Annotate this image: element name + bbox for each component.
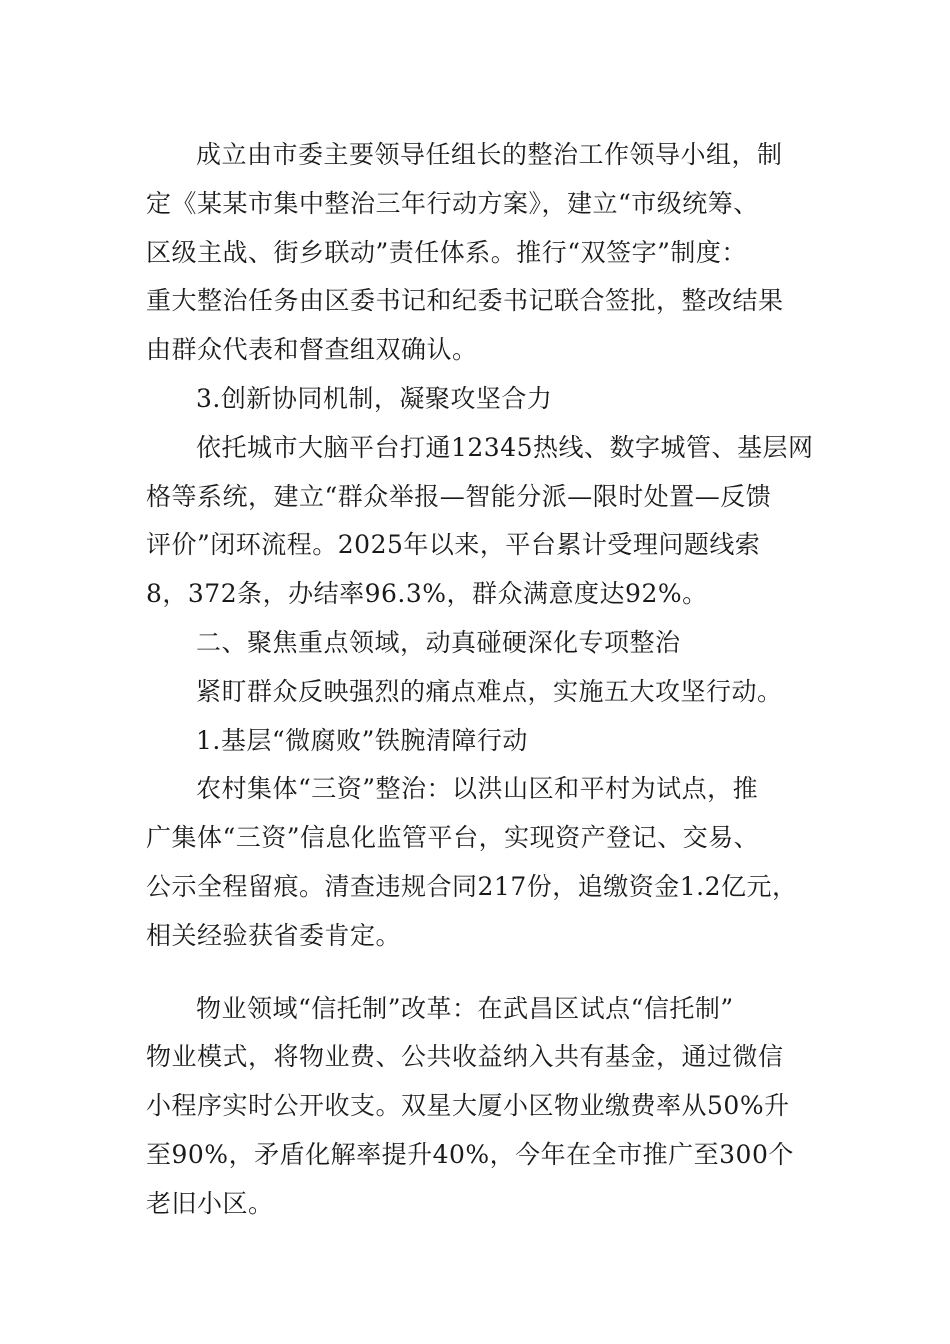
heading-line: 二、聚焦重点领域，动真碰硬深化专项整治	[196, 627, 681, 657]
document-page	[146, 131, 814, 1229]
text-line: 公示全程留痕。清查违规合同217份，追缴资金1.2亿元，	[146, 871, 798, 901]
heading-line: 1.基层“微腐败”铁腕清障行动	[196, 725, 528, 755]
text-line: 8，372条，办结率96.3%，群众满意度达92%。	[146, 579, 708, 609]
text-line: 区级主战、街乡联动”责任体系。推行“双签字”制度：	[146, 237, 747, 267]
text-line: 至90%，矛盾化解率提升40%，今年在全市推广至300个	[146, 1139, 794, 1169]
text-line: 相关经验获省委肯定。	[146, 920, 402, 950]
text-line: 农村集体“三资”整治：以洪山区和平村为试点，推	[196, 774, 759, 804]
paragraph-rural-assets	[146, 765, 810, 960]
subheading-micro-corruption	[146, 717, 810, 766]
paragraph-leadership-group	[146, 131, 810, 375]
text-line: 格等系统，建立“群众举报—智能分派—限时处置—反馈	[146, 481, 772, 511]
paragraph-gap	[146, 961, 810, 985]
text-line: 小程序实时公开收支。双星大厦小区物业缴费率从50%升	[146, 1091, 790, 1121]
section-heading-key-areas	[146, 619, 810, 668]
paragraph-city-brain-platform	[146, 424, 814, 619]
text-line: 评价”闭环流程。2025年以来，平台累计受理问题线索	[146, 530, 761, 560]
paragraph-five-actions	[146, 668, 810, 717]
subheading-coordination-mechanism	[146, 375, 810, 424]
text-line: 广集体“三资”信息化监管平台，实现资产登记、交易、	[146, 823, 760, 853]
text-line: 物业领域“信托制”改革：在武昌区试点“信托制”	[196, 993, 734, 1023]
paragraph-property-trust	[146, 985, 810, 1229]
text-line: 老旧小区。	[146, 1188, 274, 1218]
text-line: 成立由市委主要领导任组长的整治工作领导小组，制	[196, 140, 783, 169]
text-line: 依托城市大脑平台打通12345热线、数字城管、基层网	[196, 432, 814, 462]
text-line: 重大整治任务由区委书记和纪委书记联合签批，整改结果	[146, 286, 784, 316]
text-line: 由群众代表和督查组双确认。	[146, 335, 478, 365]
text-line: 定《某某市集中整治三年行动方案》，建立“市级统筹、	[146, 188, 759, 218]
heading-line: 3.创新协同机制，凝聚攻坚合力	[196, 383, 553, 413]
text-line: 物业模式，将物业费、公共收益纳入共有基金，通过微信	[146, 1042, 784, 1072]
text-line: 紧盯群众反映强烈的痛点难点，实施五大攻坚行动。	[196, 676, 783, 706]
